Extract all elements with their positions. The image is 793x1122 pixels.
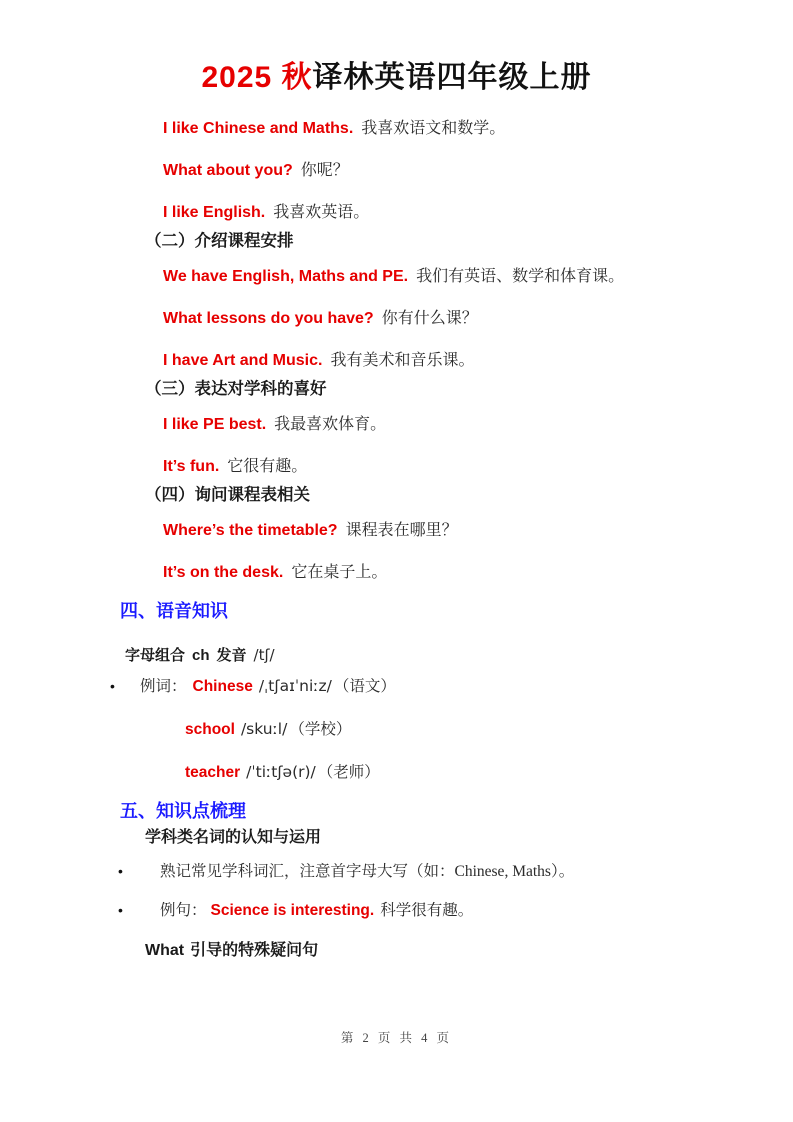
note-item	[118, 860, 793, 883]
example-sentence	[163, 308, 793, 330]
example-word: school	[185, 721, 235, 738]
bullet-icon: •	[118, 863, 123, 879]
chinese-translation: 你呢？	[300, 162, 349, 179]
english-phrase: Science is interesting.	[210, 902, 375, 919]
example-sentence	[163, 456, 793, 478]
chinese-translation: 我喜欢英语。	[273, 204, 370, 221]
page-title	[0, 0, 793, 98]
knowledge-point-heading	[145, 826, 793, 850]
english-phrase: We have English, Maths and PE.	[163, 268, 409, 285]
bullet-icon: •	[110, 678, 115, 694]
example-sentence	[163, 202, 793, 224]
example-word-item	[185, 718, 793, 741]
phonics-label: 字母组合	[125, 647, 186, 664]
chinese-translation: 它很有趣。	[227, 458, 308, 475]
chinese-translation: 我最喜欢体育。	[274, 416, 387, 433]
sub-section-heading	[145, 377, 793, 401]
chinese-translation: 课程表在哪里？	[345, 522, 458, 539]
sub-section-heading	[145, 483, 793, 507]
english-phrase: It’s fun.	[163, 458, 220, 475]
english-phrase: I have Art and Music.	[163, 352, 323, 369]
english-phrase: What about you?	[163, 162, 293, 179]
section-heading-text: 五、知识点梳理	[120, 801, 246, 821]
word-gloss: （老师）	[317, 764, 380, 781]
example-word-item	[185, 761, 793, 784]
english-phrase: What lessons do you have?	[163, 310, 374, 327]
phonetic-transcription: /ˈtiːtʃə(r)/	[246, 763, 316, 781]
english-phrase: Where’s the timetable?	[163, 522, 338, 539]
english-phrase: I like PE best.	[163, 416, 267, 433]
chinese-translation: 我喜欢语文和数学。	[361, 120, 506, 137]
example-sentence-item	[118, 899, 793, 922]
chinese-translation: 科学很有趣。	[380, 902, 474, 919]
chinese-translation: 你有什么课？	[381, 310, 478, 327]
sub-section-heading-text: （四）询问课程表相关	[145, 486, 310, 504]
sub-section-heading-text: （三）表达对学科的喜好	[145, 380, 327, 398]
example-sentence	[163, 118, 793, 140]
example-sentence	[163, 350, 793, 372]
phonetic-transcription: /ˌtʃaɪˈniːz/	[258, 677, 332, 695]
example-sentence	[163, 266, 793, 288]
sub-section-heading-text: （二）介绍课程安排	[145, 232, 294, 250]
example-sentence	[163, 562, 793, 584]
english-phrase: It’s on the desk.	[163, 564, 284, 581]
example-word: teacher	[185, 764, 241, 781]
example-sentence	[163, 160, 793, 182]
english-phrase: I like English.	[163, 204, 266, 221]
grammar-point-heading	[145, 940, 793, 962]
example-sentence	[163, 520, 793, 542]
chinese-translation: 我们有英语、数学和体育课。	[416, 268, 625, 285]
letter-combination: ch	[192, 647, 210, 664]
grammar-keyword: What	[145, 942, 185, 959]
chinese-translation: 它在桌子上。	[291, 564, 388, 581]
phonics-label: 发音	[216, 647, 247, 664]
chinese-translation: 我有美术和音乐课。	[330, 352, 475, 369]
phonics-rule	[125, 644, 793, 667]
example-word-item	[110, 675, 793, 698]
english-phrase: I like Chinese and Maths.	[163, 120, 354, 137]
word-gloss: （学校）	[289, 721, 352, 738]
title-book-name: 译林英语四年级上册	[312, 61, 592, 94]
grammar-point-text: 引导的特殊疑问句	[190, 942, 319, 959]
sub-section-heading	[145, 229, 793, 253]
example-word: Chinese	[192, 678, 253, 695]
section-heading-text: 四、语音知识	[120, 601, 228, 621]
document-body	[0, 118, 793, 962]
item-label: 例句：	[160, 902, 207, 919]
knowledge-point-heading-text: 学科类名词的认知与运用	[145, 829, 322, 846]
section-heading	[120, 598, 793, 624]
item-label: 例词：	[140, 678, 187, 695]
word-gloss: （语文）	[333, 678, 396, 695]
page-footer: 第 2 页 共 4 页	[340, 1031, 453, 1045]
phonetic-transcription: /skuːl/	[240, 720, 288, 738]
bullet-icon: •	[118, 902, 123, 918]
phonetic-symbol: /tʃ/	[253, 646, 275, 664]
section-heading	[120, 798, 793, 824]
title-year-term: 2025 秋	[201, 61, 313, 94]
example-sentence	[163, 414, 793, 436]
note-text: 熟记常见学科词汇，注意首字母大写（如：Chinese, Maths）。	[160, 863, 575, 880]
